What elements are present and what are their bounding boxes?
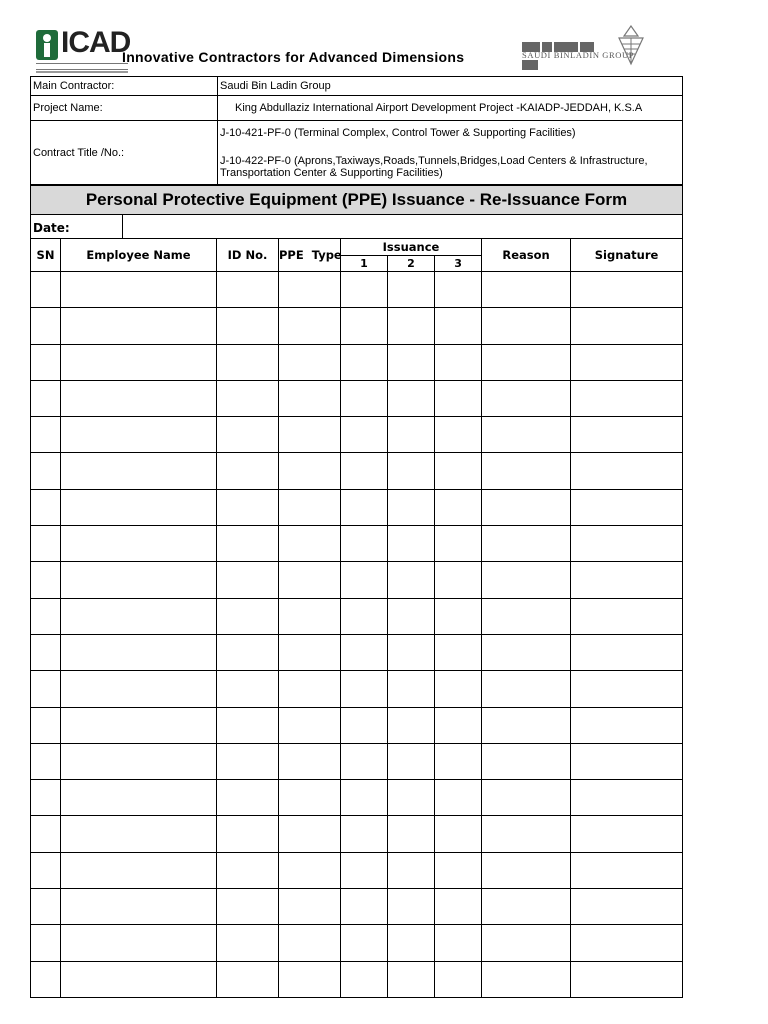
table-row: [31, 562, 683, 598]
cell-issuance-3[interactable]: [435, 634, 482, 670]
col-issuance-2-header: 2: [388, 256, 435, 272]
cell-reason[interactable]: [482, 417, 571, 453]
cell-ppe-type[interactable]: [279, 743, 341, 779]
project-name-label: Project Name:: [31, 96, 218, 121]
cell-employee-name[interactable]: [61, 889, 217, 925]
cell-issuance-3[interactable]: [435, 743, 482, 779]
cell-reason[interactable]: [482, 707, 571, 743]
cell-id-no[interactable]: [217, 598, 279, 634]
cell-issuance-3[interactable]: [435, 816, 482, 852]
cell-employee-name[interactable]: [61, 707, 217, 743]
cell-employee-name[interactable]: [61, 780, 217, 816]
cell-issuance-3[interactable]: [435, 961, 482, 997]
cell-employee-name[interactable]: [61, 562, 217, 598]
table-row: [31, 489, 683, 525]
cell-signature[interactable]: [571, 453, 683, 489]
cell-issuance-1[interactable]: [341, 961, 388, 997]
date-row: [30, 214, 683, 239]
cell-reason[interactable]: [482, 308, 571, 344]
cell-id-no[interactable]: [217, 634, 279, 670]
cell-signature[interactable]: [571, 889, 683, 925]
cell-issuance-3[interactable]: [435, 562, 482, 598]
cell-issuance-2[interactable]: [388, 308, 435, 344]
cell-signature[interactable]: [571, 308, 683, 344]
table-row: [31, 453, 683, 489]
cell-issuance-3[interactable]: [435, 707, 482, 743]
cell-issuance-3[interactable]: [435, 453, 482, 489]
cell-signature[interactable]: [571, 417, 683, 453]
cell-signature[interactable]: [571, 634, 683, 670]
cell-sn[interactable]: [31, 816, 61, 852]
cell-ppe-type[interactable]: [279, 707, 341, 743]
cell-reason[interactable]: [482, 453, 571, 489]
cell-id-no[interactable]: [217, 852, 279, 888]
cell-issuance-2[interactable]: [388, 852, 435, 888]
cell-issuance-3[interactable]: [435, 598, 482, 634]
cell-issuance-1[interactable]: [341, 344, 388, 380]
cell-ppe-type[interactable]: [279, 489, 341, 525]
cell-reason[interactable]: [482, 344, 571, 380]
cell-issuance-1[interactable]: [341, 489, 388, 525]
cell-issuance-2[interactable]: [388, 380, 435, 416]
icad-arabic-tagline-icon: [36, 63, 128, 70]
cell-signature[interactable]: [571, 489, 683, 525]
cell-employee-name[interactable]: [61, 344, 217, 380]
cell-reason[interactable]: [482, 961, 571, 997]
cell-id-no[interactable]: [217, 344, 279, 380]
cell-issuance-3[interactable]: [435, 925, 482, 961]
cell-reason[interactable]: [482, 562, 571, 598]
cell-reason[interactable]: [482, 925, 571, 961]
cell-signature[interactable]: [571, 780, 683, 816]
cell-signature[interactable]: [571, 707, 683, 743]
cell-issuance-1[interactable]: [341, 852, 388, 888]
table-row: [31, 272, 683, 308]
cell-issuance-2[interactable]: [388, 598, 435, 634]
cell-issuance-1[interactable]: [341, 925, 388, 961]
cell-signature[interactable]: [571, 852, 683, 888]
cell-signature[interactable]: [571, 272, 683, 308]
cell-ppe-type[interactable]: [279, 380, 341, 416]
cell-issuance-3[interactable]: [435, 889, 482, 925]
date-field[interactable]: [122, 214, 123, 238]
project-name-value: King Abdullaziz International Airport Development Project -KAIADP-JEDDAH, K.S.A: [218, 96, 683, 121]
cell-issuance-2[interactable]: [388, 816, 435, 852]
cell-ppe-type[interactable]: [279, 598, 341, 634]
cell-issuance-2[interactable]: [388, 707, 435, 743]
cell-sn[interactable]: [31, 308, 61, 344]
project-info-table: [30, 76, 683, 185]
cell-employee-name[interactable]: [61, 961, 217, 997]
sbg-english-wordmark: SAUDI BINLADIN GROUP: [522, 50, 635, 60]
icad-emblem-icon: [36, 30, 58, 60]
contract-line-3: Transportation Center & Supporting Facilities): [220, 166, 443, 179]
icad-english-tagline-icon: [36, 71, 128, 73]
cell-id-no[interactable]: [217, 489, 279, 525]
cell-issuance-3[interactable]: [435, 852, 482, 888]
cell-id-no[interactable]: [217, 816, 279, 852]
col-employee-name-header: Employee Name: [61, 239, 217, 272]
cell-id-no[interactable]: [217, 889, 279, 925]
cell-signature[interactable]: [571, 925, 683, 961]
cell-sn[interactable]: [31, 562, 61, 598]
col-issuance-1-header: 1: [341, 256, 388, 272]
table-row: [31, 707, 683, 743]
col-reason-header: Reason: [482, 239, 571, 272]
cell-id-no[interactable]: [217, 562, 279, 598]
cell-signature[interactable]: [571, 816, 683, 852]
cell-reason[interactable]: [482, 816, 571, 852]
cell-ppe-type[interactable]: [279, 308, 341, 344]
cell-issuance-2[interactable]: [388, 780, 435, 816]
cell-employee-name[interactable]: [61, 852, 217, 888]
table-row: [31, 671, 683, 707]
table-row: [31, 743, 683, 779]
cell-ppe-type[interactable]: [279, 453, 341, 489]
contract-line-1: J-10-421-PF-0 (Terminal Complex, Control Tower & Supporting Facilities): [220, 126, 576, 139]
cell-sn[interactable]: [31, 489, 61, 525]
cell-issuance-2[interactable]: [388, 272, 435, 308]
cell-employee-name[interactable]: [61, 489, 217, 525]
cell-employee-name[interactable]: [61, 598, 217, 634]
cell-ppe-type[interactable]: [279, 417, 341, 453]
table-row: [31, 598, 683, 634]
cell-ppe-type[interactable]: [279, 634, 341, 670]
cell-reason[interactable]: [482, 526, 571, 562]
cell-employee-name[interactable]: [61, 634, 217, 670]
ppe-table-body: [31, 272, 683, 998]
cell-employee-name[interactable]: [61, 453, 217, 489]
cell-reason[interactable]: [482, 889, 571, 925]
col-issuance-3-header: 3: [435, 256, 482, 272]
cell-issuance-3[interactable]: [435, 417, 482, 453]
table-row: [31, 925, 683, 961]
cell-ppe-type[interactable]: [279, 961, 341, 997]
form-title: Personal Protective Equipment (PPE) Issuance - Re-Issuance Form: [30, 185, 683, 215]
cell-issuance-2[interactable]: [388, 526, 435, 562]
cell-issuance-2[interactable]: [388, 889, 435, 925]
cell-ppe-type[interactable]: [279, 780, 341, 816]
cell-reason[interactable]: [482, 380, 571, 416]
col-ppe-type-header: PPE Type: [279, 239, 341, 272]
cell-reason[interactable]: [482, 852, 571, 888]
cell-issuance-1[interactable]: [341, 562, 388, 598]
cell-issuance-3[interactable]: [435, 526, 482, 562]
table-row: [31, 852, 683, 888]
cell-sn[interactable]: [31, 889, 61, 925]
cell-sn[interactable]: [31, 707, 61, 743]
cell-employee-name[interactable]: [61, 925, 217, 961]
cell-signature[interactable]: [571, 961, 683, 997]
cell-employee-name[interactable]: [61, 417, 217, 453]
cell-ppe-type[interactable]: [279, 272, 341, 308]
cell-ppe-type[interactable]: [279, 889, 341, 925]
cell-issuance-1[interactable]: [341, 272, 388, 308]
table-row: [31, 526, 683, 562]
col-sn-header: SN: [31, 239, 61, 272]
cell-sn[interactable]: [31, 598, 61, 634]
cell-signature[interactable]: [571, 743, 683, 779]
contract-title-label: Contract Title /No.:: [31, 121, 218, 185]
cell-employee-name[interactable]: [61, 380, 217, 416]
table-row: [31, 344, 683, 380]
cell-id-no[interactable]: [217, 453, 279, 489]
cell-id-no[interactable]: [217, 707, 279, 743]
col-signature-header: Signature: [571, 239, 683, 272]
cell-sn[interactable]: [31, 852, 61, 888]
cell-id-no[interactable]: [217, 380, 279, 416]
cell-issuance-3[interactable]: [435, 272, 482, 308]
cell-reason[interactable]: [482, 634, 571, 670]
cell-issuance-1[interactable]: [341, 380, 388, 416]
cell-issuance-3[interactable]: [435, 780, 482, 816]
contract-line-2: J-10-422-PF-0 (Aprons,Taxiways,Roads,Tunnels,Bridges,Load Centers & Infrastructure,: [220, 154, 648, 167]
cell-sn[interactable]: [31, 780, 61, 816]
cell-ppe-type[interactable]: [279, 816, 341, 852]
table-row: [31, 380, 683, 416]
cell-employee-name[interactable]: [61, 671, 217, 707]
cell-sn[interactable]: [31, 961, 61, 997]
cell-reason[interactable]: [482, 598, 571, 634]
cell-issuance-2[interactable]: [388, 453, 435, 489]
main-contractor-value: Saudi Bin Ladin Group: [218, 77, 683, 96]
cell-ppe-type[interactable]: [279, 562, 341, 598]
cell-issuance-1[interactable]: [341, 308, 388, 344]
cell-issuance-3[interactable]: [435, 671, 482, 707]
cell-reason[interactable]: [482, 489, 571, 525]
cell-id-no[interactable]: [217, 417, 279, 453]
cell-sn[interactable]: [31, 417, 61, 453]
table-row: [31, 889, 683, 925]
cell-employee-name[interactable]: [61, 308, 217, 344]
cell-issuance-1[interactable]: [341, 671, 388, 707]
form-header: [30, 20, 685, 76]
table-row: [31, 780, 683, 816]
sbg-arabic-wordmark-icon: [522, 34, 612, 46]
company-name: Innovative Contractors for Advanced Dimensions: [122, 49, 465, 65]
cell-sn[interactable]: [31, 925, 61, 961]
cell-reason[interactable]: [482, 272, 571, 308]
cell-issuance-2[interactable]: [388, 925, 435, 961]
cell-issuance-1[interactable]: [341, 743, 388, 779]
cell-issuance-2[interactable]: [388, 489, 435, 525]
cell-issuance-2[interactable]: [388, 562, 435, 598]
cell-ppe-type[interactable]: [279, 925, 341, 961]
cell-ppe-type[interactable]: [279, 344, 341, 380]
cell-issuance-1[interactable]: [341, 453, 388, 489]
saudi-binladin-group-logo: [522, 24, 652, 72]
cell-reason[interactable]: [482, 743, 571, 779]
cell-employee-name[interactable]: [61, 743, 217, 779]
cell-issuance-1[interactable]: [341, 634, 388, 670]
cell-sn[interactable]: [31, 526, 61, 562]
main-contractor-label: Main Contractor:: [31, 77, 218, 96]
cell-signature[interactable]: [571, 671, 683, 707]
cell-issuance-2[interactable]: [388, 671, 435, 707]
cell-issuance-2[interactable]: [388, 743, 435, 779]
cell-reason[interactable]: [482, 780, 571, 816]
cell-id-no[interactable]: [217, 925, 279, 961]
cell-id-no[interactable]: [217, 671, 279, 707]
contract-title-value: [218, 121, 683, 185]
cell-sn[interactable]: [31, 380, 61, 416]
cell-sn[interactable]: [31, 344, 61, 380]
cell-signature[interactable]: [571, 562, 683, 598]
cell-employee-name[interactable]: [61, 272, 217, 308]
table-row: [31, 634, 683, 670]
cell-issuance-1[interactable]: [341, 417, 388, 453]
cell-id-no[interactable]: [217, 743, 279, 779]
cell-signature[interactable]: [571, 598, 683, 634]
table-row: [31, 308, 683, 344]
cell-issuance-1[interactable]: [341, 889, 388, 925]
cell-sn[interactable]: [31, 671, 61, 707]
table-row: [31, 417, 683, 453]
cell-sn[interactable]: [31, 634, 61, 670]
ppe-issuance-table: [30, 238, 683, 998]
cell-id-no[interactable]: [217, 272, 279, 308]
sbg-emblem-icon: [616, 24, 646, 66]
table-row: [31, 961, 683, 997]
cell-issuance-1[interactable]: [341, 598, 388, 634]
cell-ppe-type[interactable]: [279, 526, 341, 562]
cell-sn[interactable]: [31, 272, 61, 308]
cell-issuance-1[interactable]: [341, 816, 388, 852]
cell-issuance-2[interactable]: [388, 961, 435, 997]
table-row: [31, 816, 683, 852]
cell-id-no[interactable]: [217, 780, 279, 816]
date-label: Date:: [33, 221, 70, 235]
cell-issuance-3[interactable]: [435, 344, 482, 380]
cell-issuance-3[interactable]: [435, 308, 482, 344]
cell-id-no[interactable]: [217, 961, 279, 997]
cell-ppe-type[interactable]: [279, 852, 341, 888]
cell-issuance-3[interactable]: [435, 489, 482, 525]
cell-signature[interactable]: [571, 344, 683, 380]
cell-issuance-2[interactable]: [388, 417, 435, 453]
col-issuance-header: Issuance: [341, 239, 482, 256]
cell-signature[interactable]: [571, 380, 683, 416]
cell-issuance-1[interactable]: [341, 780, 388, 816]
cell-employee-name[interactable]: [61, 816, 217, 852]
cell-issuance-1[interactable]: [341, 707, 388, 743]
cell-reason[interactable]: [482, 671, 571, 707]
icad-logo-text: ICAD: [61, 26, 131, 59]
cell-issuance-3[interactable]: [435, 380, 482, 416]
cell-employee-name[interactable]: [61, 526, 217, 562]
cell-issuance-1[interactable]: [341, 526, 388, 562]
cell-sn[interactable]: [31, 453, 61, 489]
cell-ppe-type[interactable]: [279, 671, 341, 707]
icad-logo: [36, 26, 131, 74]
col-id-no-header: ID No.: [217, 239, 279, 272]
cell-issuance-2[interactable]: [388, 634, 435, 670]
cell-signature[interactable]: [571, 526, 683, 562]
cell-id-no[interactable]: [217, 308, 279, 344]
cell-sn[interactable]: [31, 743, 61, 779]
cell-issuance-2[interactable]: [388, 344, 435, 380]
cell-id-no[interactable]: [217, 526, 279, 562]
